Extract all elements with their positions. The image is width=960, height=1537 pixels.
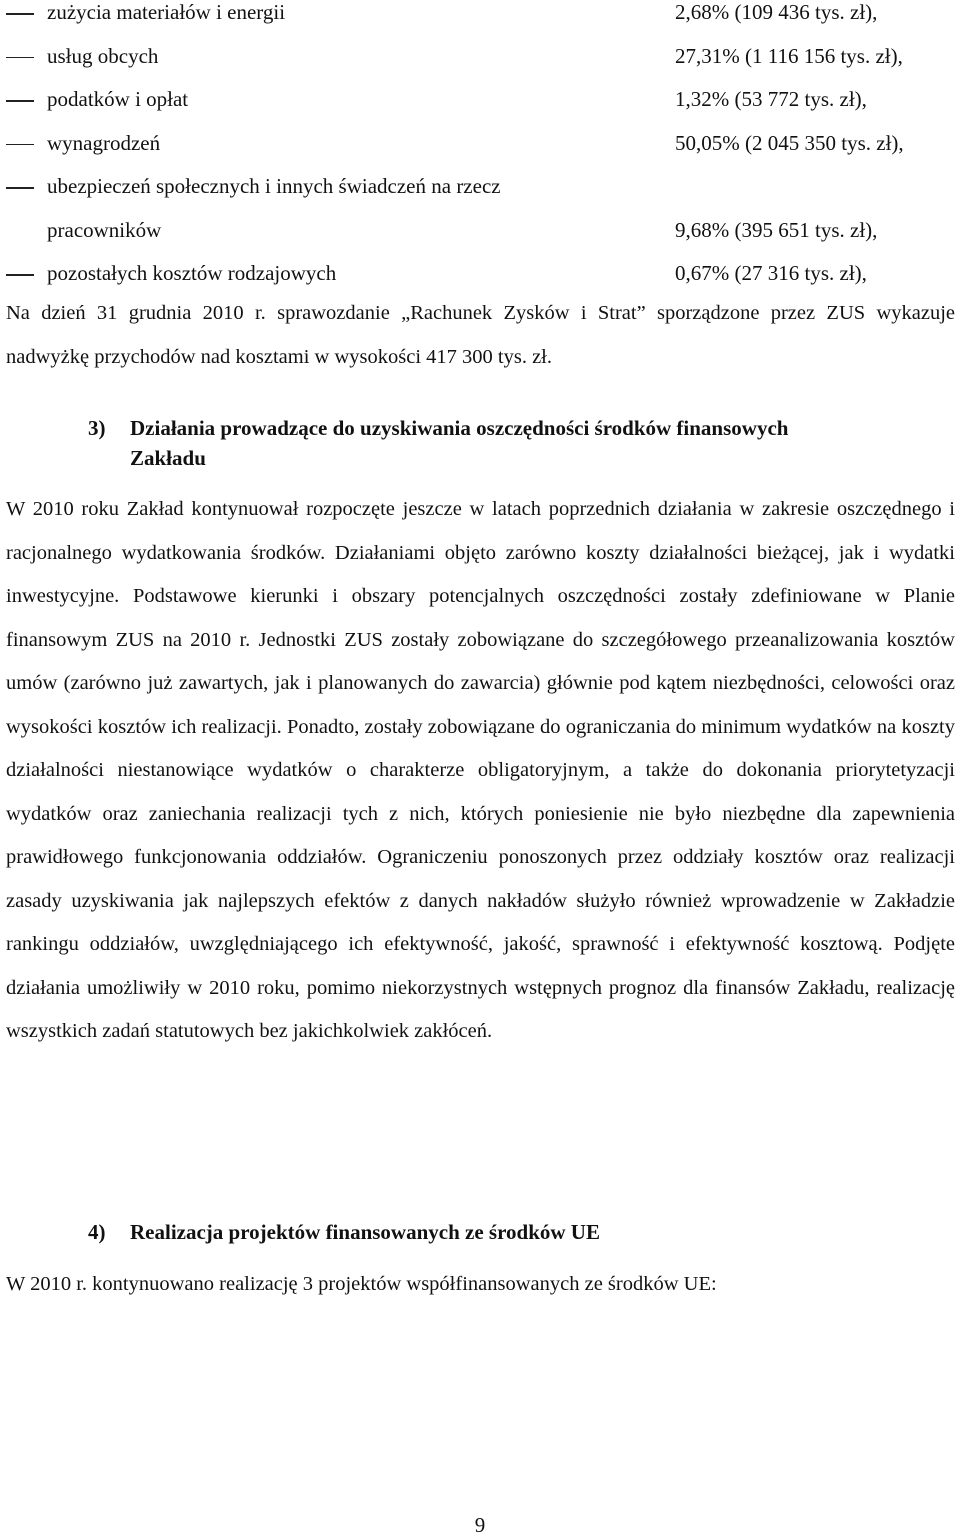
cost-item-external-services <box>0 35 960 79</box>
cost-item-value: 1,32% (53 772 tys. zł), <box>675 87 867 111</box>
cost-item-taxes <box>0 78 960 122</box>
cost-item-label: zużycia materiałów i energii <box>47 0 286 24</box>
section-3-body: W 2010 roku Zakład kontynuował rozpoczęte jeszcze w latach poprzednich działania w zakresie oszczędnego i racjonalnego wydatkowania środków. Działaniami objęto zarówno koszty działalności bieżącej, jak i wydatki inwestycyjne. Podstawowe kierunki i obszary potencjalnych oszczędności zostały zdefiniowane w Planie finansowym ZUS na 2010 r. Jednostki ZUS zostały zobowiązane do szczegółowego przeanalizowania kosztów umów (zarówno już zawartych, jak i planowanych do zawarcia) głównie pod kątem niezbędności, celowości oraz wysokości kosztów ich realizacji. Ponadto, zostały zobowiązane do ograniczania do minimum wydatków na koszty działalności niestanowiące wydatków o charakterze obligatoryjnym, a także do dokonania priorytetyzacji wydatków oraz zaniechania realizacji tych z nich, których poniesienie nie było niezbędne dla zapewnienia prawidłowego funkcjonowania oddziałów. Ograniczeniu ponoszonych przez oddziały kosztów oraz realizacji zasady uzyskiwania jak najlepszych efektów z danych nakładów służyło również wprowadzenie w Zakładzie rankingu oddziałów, uwzględniającego ich efektywność, jakość, sprawność i efektywność kosztową. Podjęte działania umożliwiły w 2010 roku, pomimo niekorzystnych wstępnych prognoz dla finansów Zakładu, realizację wszystkich zadań statutowych bez jakichkolwiek zakłóceń. <box>6 498 955 1042</box>
cost-item-social-insurance-continued <box>0 209 960 253</box>
section-4-body: W 2010 r. kontynuowano realizację 3 projektów współfinansowanych ze środków UE: <box>6 1273 717 1295</box>
cost-item-value: 9,68% (395 651 tys. zł), <box>675 217 878 242</box>
cost-item-label: ubezpieczeń społecznych i innych świadczeń na rzecz <box>47 174 501 198</box>
section-3-heading <box>88 413 948 473</box>
page-number: 9 <box>474 1513 486 1537</box>
cost-item-social-insurance <box>0 165 960 209</box>
cost-item-materials <box>0 0 960 35</box>
section-number: 3) <box>88 416 106 440</box>
section-title: Działania prowadzące do uzyskiwania oszczędności środków finansowych <box>130 416 789 440</box>
section-number: 4) <box>88 1220 106 1244</box>
section-title: Realizacja projektów finansowanych ze środków UE <box>130 1220 600 1244</box>
cost-item-label: podatków i opłat <box>47 87 189 111</box>
cost-item-other <box>0 252 960 296</box>
cost-item-value: 27,31% (1 116 156 tys. zł), <box>675 43 903 68</box>
cost-item-label: pozostałych kosztów rodzajowych <box>47 261 337 285</box>
cost-item-value: 0,67% (27 316 tys. zł), <box>675 261 867 285</box>
cost-item-value: 2,68% (109 436 tys. zł), <box>675 0 878 24</box>
section-4-heading <box>88 1217 948 1247</box>
cost-item-salaries <box>0 122 960 166</box>
section-title-continuation: Zakładu <box>130 446 206 470</box>
cost-item-value: 50,05% (2 045 350 tys. zł), <box>675 130 904 155</box>
cost-item-label: usług obcych <box>47 43 159 68</box>
summary-paragraph: Na dzień 31 grudnia 2010 r. sprawozdanie „Rachunek Zysków i Strat” sporządzone przez ZUS wykazuje nadwyżkę przychodów nad kosztami w wysokości 417 300 tys. zł. <box>6 302 955 368</box>
cost-item-label: wynagrodzeń <box>47 130 161 155</box>
cost-breakdown-list <box>0 0 960 296</box>
cost-item-label: pracowników <box>47 217 162 242</box>
